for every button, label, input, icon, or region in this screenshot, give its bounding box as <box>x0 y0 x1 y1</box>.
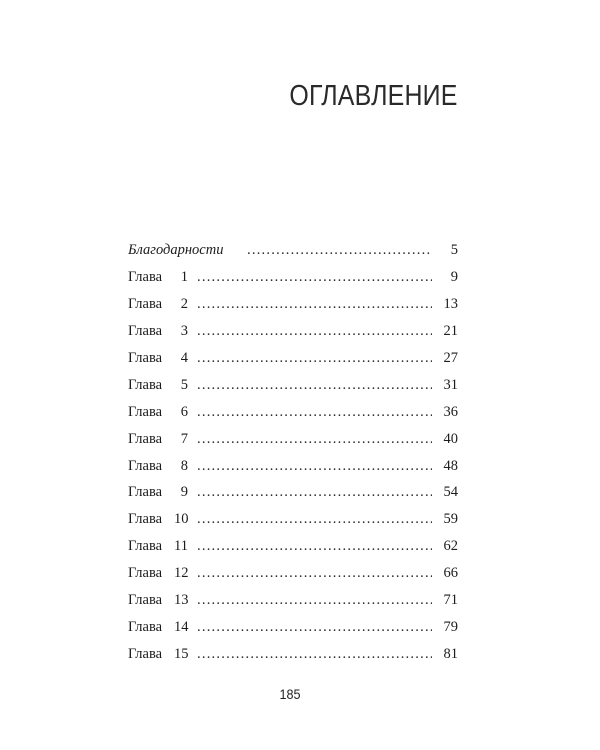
chapter-number: 9 <box>180 484 188 501</box>
toc-entry-acknowledgements[interactable] <box>128 237 458 264</box>
chapter-number: 1 <box>180 268 188 285</box>
toc-entry-chapter[interactable] <box>128 345 458 372</box>
chapter-number: 15 <box>174 646 189 663</box>
dot-leader <box>197 533 432 560</box>
toc-page-number: 79 <box>443 619 458 636</box>
toc-entry-chapter[interactable] <box>128 372 458 399</box>
toc-entry-label: Глава <box>128 349 163 366</box>
chapter-number: 5 <box>180 376 188 393</box>
chapter-number: 13 <box>174 592 189 609</box>
toc-entry-chapter[interactable] <box>128 533 458 560</box>
toc-entry-label: Глава <box>128 376 163 393</box>
toc-entry-label: Глава <box>128 457 163 474</box>
toc-entry-label: Глава <box>128 592 163 609</box>
chapter-number: 7 <box>180 430 188 447</box>
toc-entry-chapter[interactable] <box>128 641 458 668</box>
toc-entry-label: Глава <box>128 430 163 447</box>
toc-entry-chapter[interactable] <box>128 453 458 480</box>
dot-leader <box>197 506 432 533</box>
toc-page-number: 48 <box>443 457 458 474</box>
toc-entry-chapter[interactable] <box>128 318 458 345</box>
toc-entry-label: Глава <box>128 268 163 285</box>
toc-entry-chapter[interactable] <box>128 614 458 641</box>
toc-entry-chapter[interactable] <box>128 291 458 318</box>
toc-entry-label: Глава <box>128 511 163 528</box>
toc-entry-chapter[interactable] <box>128 506 458 533</box>
toc-entry-label: Глава <box>128 295 163 312</box>
toc-entry-label: Глава <box>128 403 163 420</box>
chapter-number: 3 <box>180 322 188 339</box>
toc-page-number: 66 <box>443 565 458 582</box>
toc-entry-label: Глава <box>128 538 163 555</box>
chapter-number: 8 <box>180 457 188 474</box>
dot-leader <box>197 426 432 453</box>
dot-leader <box>197 264 432 291</box>
chapter-number: 14 <box>174 619 189 636</box>
dot-leader <box>197 641 432 668</box>
chapter-number: 2 <box>180 295 188 312</box>
dot-leader <box>197 587 432 614</box>
toc-page-number: 62 <box>443 538 458 555</box>
toc-entry-chapter[interactable] <box>128 479 458 506</box>
toc-page-number: 59 <box>443 511 458 528</box>
toc-page-number: 21 <box>443 322 458 339</box>
chapter-number: 4 <box>180 349 188 366</box>
toc-entry-chapter[interactable] <box>128 560 458 587</box>
toc-entry-chapter[interactable] <box>128 587 458 614</box>
toc-page-number: 27 <box>443 349 458 366</box>
dot-leader <box>197 453 432 480</box>
dot-leader <box>197 560 432 587</box>
dot-leader <box>197 318 432 345</box>
dot-leader <box>197 614 432 641</box>
toc-page-number: 5 <box>450 242 458 258</box>
toc-page-number: 71 <box>443 592 458 609</box>
toc-entry-label: Глава <box>128 322 163 339</box>
dot-leader <box>197 479 432 506</box>
toc-entry-label: Глава <box>128 565 163 582</box>
toc-entry-label: Глава <box>128 646 163 663</box>
dot-leader <box>197 345 432 372</box>
toc-page-number: 36 <box>443 403 458 420</box>
toc-page-number: 40 <box>443 430 458 447</box>
dot-leader <box>197 399 432 426</box>
toc-entry-chapter[interactable] <box>128 399 458 426</box>
chapter-number: 6 <box>180 403 188 420</box>
page-number: 185 <box>279 686 301 702</box>
dot-leader <box>247 237 432 264</box>
dot-leader <box>197 291 432 318</box>
toc-page-number: 81 <box>443 646 458 663</box>
table-of-contents <box>128 237 458 668</box>
toc-page-number: 54 <box>443 484 458 501</box>
page-title: ОГЛАВЛЕНИЕ <box>289 80 458 112</box>
chapter-number: 11 <box>174 538 188 555</box>
toc-page-number: 9 <box>450 268 458 285</box>
toc-entry-label: Глава <box>128 619 163 636</box>
chapter-number: 10 <box>174 511 189 528</box>
toc-entry-label: Благодарности <box>128 242 224 258</box>
toc-page-number: 13 <box>443 295 458 312</box>
toc-entry-chapter[interactable] <box>128 264 458 291</box>
toc-entry-chapter[interactable] <box>128 426 458 453</box>
chapter-number: 12 <box>174 565 189 582</box>
toc-entry-label: Глава <box>128 484 163 501</box>
toc-page-number: 31 <box>443 376 458 393</box>
dot-leader <box>197 372 432 399</box>
